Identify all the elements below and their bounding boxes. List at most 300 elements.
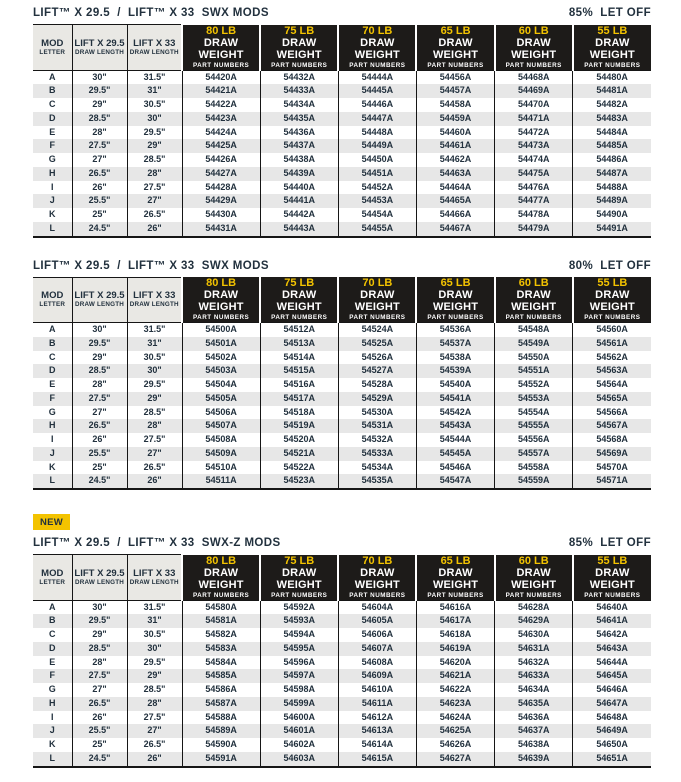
mod-letter-cell: H <box>33 419 72 433</box>
part-numbers-label: PART NUMBERS <box>192 61 250 69</box>
draw-length-cell: 26.5" <box>72 419 127 433</box>
part-number-cell: 54473A <box>495 139 573 153</box>
part-number-cell: 54553A <box>495 392 573 406</box>
part-number-cell: 54600A <box>260 711 338 725</box>
draw-weight-header-65lb <box>416 25 494 71</box>
table-row <box>33 614 651 628</box>
draw-length-cell: 28.5" <box>127 683 182 697</box>
draw-weight-header-55lb <box>573 555 651 601</box>
part-number-cell: 54483A <box>596 112 628 123</box>
draw-length-cell: 31" <box>127 337 182 351</box>
part-number-cell: 54458A <box>416 98 494 112</box>
mod-letter-cell: J <box>33 194 72 208</box>
part-number-cell: 54536A <box>416 323 494 337</box>
part-number-cell: 54599A <box>260 697 338 711</box>
draw-weight-value: 65 LB <box>440 277 471 289</box>
mod-letter-header <box>33 277 72 323</box>
part-number-cell: 54438A <box>260 153 338 167</box>
draw-weight-value: 75 LB <box>284 277 315 289</box>
table-title: LIFT™ X 29.5 / LIFT™ X 33 SWX MODS <box>33 259 269 272</box>
new-badge: NEW <box>33 514 70 530</box>
part-number-cell: 54489A <box>596 195 628 206</box>
part-number-cell: 54434A <box>260 98 338 112</box>
part-number-cell: 54525A <box>338 337 416 351</box>
lift-x33-header-top: LIFT X 33 <box>133 567 176 579</box>
draw-weight-header-55lb <box>573 25 651 71</box>
part-number-cell: 54613A <box>338 724 416 738</box>
mod-letter-cell: A <box>33 600 72 614</box>
mod-letter-cell: D <box>33 642 72 656</box>
mod-letter-cell: F <box>33 392 72 406</box>
part-number-cell: 54609A <box>338 669 416 683</box>
part-number-cell: 54484A <box>596 126 628 137</box>
part-number-cell: 54559A <box>495 474 573 489</box>
draw-length-cell: 25" <box>72 461 127 475</box>
part-number-cell: 54608A <box>338 656 416 670</box>
draw-length-cell: 27.5" <box>127 433 182 447</box>
draw-weight-header-55lb <box>573 277 651 323</box>
table-row <box>33 378 651 392</box>
part-number-cell: 54503A <box>182 364 260 378</box>
draw-weight-value: 80 LB <box>206 277 237 289</box>
mod-letter-header-top: MOD <box>41 567 64 579</box>
draw-weight-header-60lb <box>495 25 573 71</box>
table-row <box>33 222 651 237</box>
draw-length-cell: 24.5" <box>72 474 127 489</box>
part-number-cell: 54570A <box>596 461 628 472</box>
draw-weight-header-75lb <box>260 555 338 601</box>
table-row <box>33 112 651 126</box>
draw-weight-label: DRAW WEIGHT <box>198 36 244 61</box>
lift-x295-header-sub: DRAW LENGTH <box>74 301 125 309</box>
mod-letter-cell: E <box>33 656 72 670</box>
part-number-cell: 54477A <box>495 194 573 208</box>
part-number-cell: 54441A <box>260 194 338 208</box>
draw-weight-value: 65 LB <box>440 554 471 567</box>
draw-length-cell: 30" <box>72 70 127 84</box>
mod-letter-header <box>33 555 72 601</box>
part-numbers-label: PART NUMBERS <box>349 591 406 599</box>
table-header <box>33 25 651 71</box>
part-number-cell: 54424A <box>182 126 260 140</box>
part-number-cell: 54545A <box>416 447 494 461</box>
part-number-cell: 54589A <box>182 724 260 738</box>
draw-length-cell: 26" <box>127 222 182 237</box>
part-number-cell: 54593A <box>260 614 338 628</box>
part-number-cell: 54607A <box>338 642 416 656</box>
part-number-cell: 54421A <box>182 84 260 98</box>
part-number-cell: 54517A <box>260 392 338 406</box>
table-row <box>33 126 651 140</box>
draw-length-cell: 24.5" <box>72 222 127 237</box>
draw-weight-label: DRAW WEIGHT <box>511 36 557 61</box>
part-number-cell: 54476A <box>495 181 573 195</box>
part-numbers-label: PART NUMBERS <box>505 61 562 69</box>
part-number-cell: 54463A <box>416 167 494 181</box>
part-numbers-table <box>33 277 651 491</box>
draw-length-cell: 31" <box>127 614 182 628</box>
draw-length-cell: 26" <box>127 752 182 767</box>
draw-weight-label: DRAW WEIGHT <box>354 289 400 313</box>
draw-weight-label: DRAW WEIGHT <box>432 289 479 313</box>
part-number-cell: 54621A <box>416 669 494 683</box>
part-number-cell: 54457A <box>416 84 494 98</box>
table-body <box>33 323 651 490</box>
part-number-cell: 54624A <box>416 711 494 725</box>
lift-x295-header <box>72 555 127 601</box>
draw-weight-value: 60 LB <box>518 277 549 289</box>
part-number-cell: 54522A <box>260 461 338 475</box>
part-number-cell: 54551A <box>495 364 573 378</box>
draw-length-cell: 28.5" <box>72 364 127 378</box>
part-number-cell: 54602A <box>260 738 338 752</box>
mod-letter-cell: F <box>33 139 72 153</box>
part-number-cell: 54618A <box>416 628 494 642</box>
part-number-cell: 54605A <box>338 614 416 628</box>
part-number-cell: 54532A <box>338 433 416 447</box>
draw-weight-header-60lb <box>495 555 573 601</box>
table-row <box>33 656 651 670</box>
mod-letter-header-top: MOD <box>41 37 64 49</box>
part-number-cell: 54432A <box>260 70 338 84</box>
table-row <box>33 153 651 167</box>
part-number-cell: 54629A <box>495 614 573 628</box>
part-number-cell: 54555A <box>495 419 573 433</box>
part-number-cell: 54598A <box>260 683 338 697</box>
part-number-cell: 54541A <box>416 392 494 406</box>
part-numbers-label: PART NUMBERS <box>505 591 562 599</box>
draw-length-cell: 25" <box>72 738 127 752</box>
part-number-cell: 54461A <box>416 139 494 153</box>
mod-letter-cell: A <box>33 70 72 84</box>
part-number-cell: 54596A <box>260 656 338 670</box>
part-number-cell: 54620A <box>416 656 494 670</box>
mod-letter-header <box>33 25 72 71</box>
part-number-cell: 54623A <box>416 697 494 711</box>
table-row <box>33 683 651 697</box>
part-number-cell: 54529A <box>338 392 416 406</box>
table-row <box>33 194 651 208</box>
part-number-cell: 54547A <box>416 474 494 489</box>
draw-weight-label: DRAW WEIGHT <box>354 36 400 61</box>
draw-weight-label: DRAW WEIGHT <box>432 566 479 591</box>
part-number-cell: 54431A <box>182 222 260 237</box>
draw-weight-value: 60 LB <box>518 24 549 37</box>
part-number-cell: 54631A <box>495 642 573 656</box>
part-number-cell: 54544A <box>416 433 494 447</box>
table-row <box>33 474 651 489</box>
draw-weight-header-70lb <box>338 555 416 601</box>
part-numbers-table <box>33 554 651 768</box>
part-number-cell: 54604A <box>338 600 416 614</box>
part-number-cell: 54485A <box>596 140 628 151</box>
draw-length-cell: 27.5" <box>72 139 127 153</box>
mod-letter-cell: H <box>33 167 72 181</box>
draw-weight-label: DRAW WEIGHT <box>276 289 322 313</box>
mod-letter-cell: G <box>33 406 72 420</box>
draw-length-cell: 27" <box>127 194 182 208</box>
draw-weight-header-80lb <box>182 277 260 323</box>
table-row <box>33 433 651 447</box>
part-number-cell: 54450A <box>338 153 416 167</box>
part-number-cell: 54538A <box>416 351 494 365</box>
draw-length-cell: 30" <box>72 323 127 337</box>
draw-length-cell: 26.5" <box>127 738 182 752</box>
draw-length-cell: 29.5" <box>127 126 182 140</box>
table-row <box>33 711 651 725</box>
part-numbers-label: PART NUMBERS <box>584 314 641 321</box>
draw-length-cell: 26" <box>72 433 127 447</box>
part-number-cell: 54552A <box>495 378 573 392</box>
part-number-cell: 54592A <box>260 600 338 614</box>
table-row <box>33 392 651 406</box>
draw-length-cell: 29.5" <box>72 614 127 628</box>
part-number-cell: 54510A <box>182 461 260 475</box>
part-number-cell: 54509A <box>182 447 260 461</box>
part-number-cell: 54647A <box>596 697 628 708</box>
part-number-cell: 54501A <box>182 337 260 351</box>
part-number-cell: 54512A <box>260 323 338 337</box>
draw-weight-value: 75 LB <box>284 554 315 567</box>
part-number-cell: 54502A <box>182 351 260 365</box>
part-number-cell: 54550A <box>495 351 573 365</box>
part-number-cell: 54601A <box>260 724 338 738</box>
lift-x33-header <box>127 555 182 601</box>
part-number-cell: 54619A <box>416 642 494 656</box>
part-number-cell: 54460A <box>416 126 494 140</box>
part-number-cell: 54587A <box>182 697 260 711</box>
mod-letter-cell: I <box>33 433 72 447</box>
mod-letter-header-sub: LETTER <box>39 578 66 586</box>
part-number-cell: 54585A <box>182 669 260 683</box>
part-number-cell: 54505A <box>182 392 260 406</box>
mod-letter-cell: J <box>33 447 72 461</box>
lift-x295-header <box>72 25 127 71</box>
draw-length-cell: 31.5" <box>127 70 182 84</box>
table-title-row <box>33 260 651 272</box>
table-row <box>33 752 651 767</box>
part-number-cell: 54490A <box>596 209 628 219</box>
table-row <box>33 181 651 195</box>
part-number-cell: 54435A <box>260 112 338 126</box>
part-number-cell: 54625A <box>416 724 494 738</box>
part-number-cell: 54475A <box>495 167 573 181</box>
part-number-cell: 54454A <box>338 208 416 222</box>
part-number-cell: 54638A <box>495 738 573 752</box>
lift-x295-header-top: LIFT X 29.5 <box>74 290 125 302</box>
part-numbers-label: PART NUMBERS <box>505 314 562 321</box>
lift-x33-header <box>127 277 182 323</box>
part-number-cell: 54523A <box>260 474 338 489</box>
mod-letter-cell: L <box>33 474 72 489</box>
part-number-cell: 54581A <box>182 614 260 628</box>
part-number-cell: 54564A <box>596 379 628 389</box>
part-number-cell: 54427A <box>182 167 260 181</box>
part-number-cell: 54649A <box>596 725 628 736</box>
part-number-cell: 54422A <box>182 98 260 112</box>
draw-length-cell: 26" <box>72 711 127 725</box>
part-number-cell: 54562A <box>596 351 628 362</box>
draw-length-cell: 29" <box>72 351 127 365</box>
draw-weight-label: DRAW WEIGHT <box>198 289 244 313</box>
part-number-cell: 54444A <box>338 70 416 84</box>
draw-weight-header-70lb <box>338 277 416 323</box>
mod-letter-cell: K <box>33 208 72 222</box>
part-number-cell: 54610A <box>338 683 416 697</box>
lift-x33-header-sub: DRAW LENGTH <box>129 578 179 586</box>
part-number-cell: 54595A <box>260 642 338 656</box>
part-number-cell: 54590A <box>182 738 260 752</box>
part-number-cell: 54634A <box>495 683 573 697</box>
part-number-cell: 54546A <box>416 461 494 475</box>
part-number-cell: 54437A <box>260 139 338 153</box>
part-number-cell: 54524A <box>338 323 416 337</box>
part-number-cell: 54633A <box>495 669 573 683</box>
part-number-cell: 54534A <box>338 461 416 475</box>
mod-letter-cell: E <box>33 378 72 392</box>
part-number-cell: 54466A <box>416 208 494 222</box>
table-row <box>33 697 651 711</box>
part-number-cell: 54563A <box>596 365 628 376</box>
part-number-cell: 54508A <box>182 433 260 447</box>
draw-weight-label: DRAW WEIGHT <box>432 36 479 61</box>
mod-letter-header-sub: LETTER <box>39 48 66 56</box>
part-number-cell: 54486A <box>596 154 628 164</box>
part-numbers-label: PART NUMBERS <box>349 61 406 69</box>
part-numbers-label: PART NUMBERS <box>271 314 328 321</box>
part-number-cell: 54542A <box>416 406 494 420</box>
table-row <box>33 208 651 222</box>
part-number-cell: 54452A <box>338 181 416 195</box>
part-number-cell: 54549A <box>495 337 573 351</box>
part-number-cell: 54535A <box>338 474 416 489</box>
part-number-cell: 54531A <box>338 419 416 433</box>
draw-length-cell: 28" <box>127 167 182 181</box>
part-number-cell: 54465A <box>416 194 494 208</box>
table-header <box>33 277 651 323</box>
draw-length-cell: 26.5" <box>127 461 182 475</box>
lift-x295-header-sub: DRAW LENGTH <box>74 578 125 586</box>
draw-weight-header-60lb <box>495 277 573 323</box>
draw-length-cell: 31.5" <box>127 323 182 337</box>
part-number-cell: 54628A <box>495 600 573 614</box>
draw-length-cell: 28" <box>127 419 182 433</box>
part-number-cell: 54464A <box>416 181 494 195</box>
mod-letter-cell: J <box>33 724 72 738</box>
lift-x33-header-sub: DRAW LENGTH <box>129 301 179 309</box>
draw-weight-label: DRAW WEIGHT <box>589 36 635 61</box>
draw-length-cell: 29" <box>127 392 182 406</box>
mod-letter-cell: K <box>33 738 72 752</box>
part-number-cell: 54478A <box>495 208 573 222</box>
part-number-cell: 54582A <box>182 628 260 642</box>
draw-length-cell: 30.5" <box>127 351 182 365</box>
part-number-cell: 54423A <box>182 112 260 126</box>
part-number-cell: 54548A <box>495 323 573 337</box>
lift-x33-header-top: LIFT X 33 <box>133 37 176 49</box>
part-number-cell: 54479A <box>495 222 573 237</box>
mod-letter-cell: L <box>33 222 72 237</box>
draw-weight-header-65lb <box>416 555 494 601</box>
mod-letter-cell: G <box>33 683 72 697</box>
part-number-cell: 54648A <box>596 711 628 722</box>
part-numbers-label: PART NUMBERS <box>271 591 328 599</box>
mod-letter-cell: C <box>33 628 72 642</box>
part-number-cell: 54569A <box>596 447 628 458</box>
table-row <box>33 642 651 656</box>
table-row <box>33 600 651 614</box>
lift-x295-header <box>72 277 127 323</box>
table-row <box>33 364 651 378</box>
part-number-cell: 54580A <box>182 600 260 614</box>
table-row <box>33 167 651 181</box>
part-numbers-label: PART NUMBERS <box>584 61 641 69</box>
mod-letter-cell: C <box>33 351 72 365</box>
part-number-cell: 54506A <box>182 406 260 420</box>
part-number-cell: 54500A <box>182 323 260 337</box>
table-body <box>33 70 651 237</box>
table-title-row <box>33 7 651 19</box>
part-number-cell: 54456A <box>416 70 494 84</box>
table-section-swxz-mods-85 <box>33 512 651 768</box>
draw-weight-value: 65 LB <box>440 24 471 37</box>
table-header <box>33 555 651 601</box>
part-numbers-label: PART NUMBERS <box>427 314 484 321</box>
part-number-cell: 54616A <box>416 600 494 614</box>
table-row <box>33 323 651 337</box>
part-number-cell: 54560A <box>596 324 628 334</box>
draw-length-cell: 30" <box>127 642 182 656</box>
table-row <box>33 351 651 365</box>
part-number-cell: 54480A <box>596 71 628 82</box>
table-row <box>33 419 651 433</box>
part-number-cell: 54622A <box>416 683 494 697</box>
part-number-cell: 54448A <box>338 126 416 140</box>
part-number-cell: 54554A <box>495 406 573 420</box>
draw-length-cell: 28.5" <box>72 642 127 656</box>
draw-length-cell: 30" <box>72 600 127 614</box>
part-number-cell: 54533A <box>338 447 416 461</box>
table-row <box>33 70 651 84</box>
part-number-cell: 54643A <box>596 642 628 653</box>
part-number-cell: 54594A <box>260 628 338 642</box>
letoff-label: 80% LET OFF <box>568 259 651 272</box>
draw-weight-value: 55 LB <box>597 554 628 567</box>
part-number-cell: 54566A <box>596 406 628 417</box>
draw-length-cell: 30" <box>127 364 182 378</box>
draw-length-cell: 29.5" <box>72 337 127 351</box>
draw-weight-label: DRAW WEIGHT <box>354 566 400 591</box>
draw-length-cell: 27.5" <box>127 711 182 725</box>
part-number-cell: 54467A <box>416 222 494 237</box>
draw-weight-value: 70 LB <box>362 277 393 289</box>
lift-x295-header-top: LIFT X 29.5 <box>74 37 125 49</box>
part-number-cell: 54612A <box>338 711 416 725</box>
part-number-cell: 54513A <box>260 337 338 351</box>
draw-length-cell: 24.5" <box>72 752 127 767</box>
table-section-swx-mods-85 <box>33 7 651 238</box>
part-number-cell: 54443A <box>260 222 338 237</box>
part-number-cell: 54528A <box>338 378 416 392</box>
mod-letter-header-top: MOD <box>41 290 64 302</box>
draw-weight-label: DRAW WEIGHT <box>276 566 322 591</box>
mod-letter-cell: E <box>33 126 72 140</box>
part-number-cell: 54530A <box>338 406 416 420</box>
draw-weight-value: 75 LB <box>284 24 315 37</box>
part-number-cell: 54636A <box>495 711 573 725</box>
draw-length-cell: 30" <box>127 112 182 126</box>
part-numbers-label: PART NUMBERS <box>192 314 250 321</box>
